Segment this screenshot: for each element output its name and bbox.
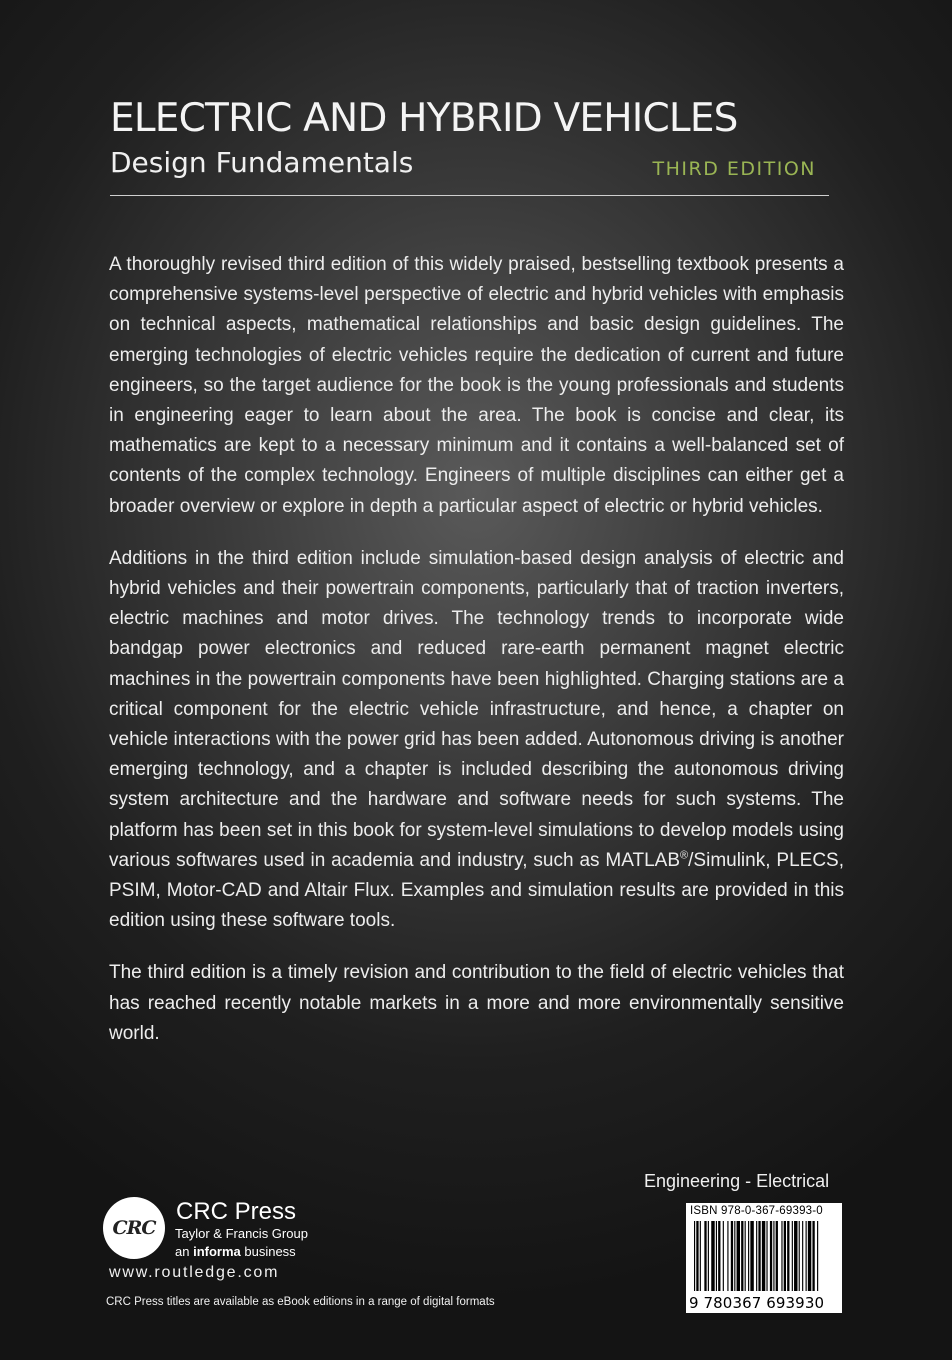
business-suffix: business bbox=[240, 1244, 296, 1259]
publisher-business bbox=[175, 1244, 296, 1259]
barcode-bar bbox=[781, 1221, 782, 1291]
barcode-bar bbox=[773, 1221, 774, 1291]
barcode-bar bbox=[708, 1221, 709, 1291]
edition-label: THIRD EDITION bbox=[652, 158, 816, 180]
description-paragraph-2 bbox=[109, 544, 844, 937]
informa-brand: informa bbox=[193, 1244, 241, 1259]
ebook-note: CRC Press titles are available as eBook editions in a range of digital formats bbox=[106, 1296, 495, 1308]
barcode-bar bbox=[808, 1221, 811, 1291]
barcode-bar bbox=[741, 1221, 743, 1291]
barcode-digits: 9 780367 693930 bbox=[689, 1294, 825, 1312]
registered-mark: ® bbox=[680, 849, 689, 862]
barcode-bar bbox=[794, 1221, 797, 1291]
barcode-bars bbox=[688, 1221, 840, 1295]
business-prefix: an bbox=[175, 1244, 194, 1259]
barcode-bar bbox=[716, 1221, 717, 1291]
barcode-bar bbox=[718, 1221, 720, 1291]
title-divider bbox=[110, 195, 829, 196]
paragraph-2-text-end: /Simulink, PLECS, PSIM, Motor-CAD and Altair Flux. Examples and simulation results are provided in this edition using these software tools. bbox=[109, 849, 844, 932]
barcode-bar bbox=[762, 1221, 765, 1291]
barcode-bar bbox=[731, 1221, 733, 1291]
subject-category: Engineering - Electrical bbox=[644, 1171, 830, 1191]
barcode-bar bbox=[711, 1221, 714, 1291]
book-title: ELECTRIC AND HYBRID VEHICLES bbox=[110, 96, 738, 141]
barcode-bar bbox=[704, 1221, 706, 1291]
crc-logo-icon: CRC bbox=[103, 1197, 165, 1259]
description-paragraph-3: The third edition is a timely revision and contribution to the field of electric vehicles that has reached recently notable markets in a more and more environmentally sensitive world. bbox=[109, 962, 844, 1044]
book-subtitle: Design Fundamentals bbox=[110, 146, 414, 179]
description-paragraph-1: A thoroughly revised third edition of this widely praised, bestselling textbook presents a comprehensive systems-level perspective of electric and hybrid vehicles with emphasis on technical aspects, mathematical relationships and basic design guidelines. The emerging technologies of electric vehicles require the dedication of current and future engineers, so the target audience for the book is the young professionals and students in engineering eager to learn about the area. The book is concise and clear, its mathematics are kept to a necessary minimum and it contains a well-balanced set of contents of the complex technology. Engineers of multiple disciplines can either get a broader overview or explore in depth a particular aspect of electric or hybrid vehicles. bbox=[109, 254, 844, 517]
barcode-bar bbox=[700, 1221, 701, 1291]
barcode-bar bbox=[750, 1221, 753, 1291]
barcode-bar bbox=[792, 1221, 793, 1291]
barcode-bar bbox=[812, 1221, 814, 1291]
barcode-bar bbox=[817, 1221, 818, 1291]
barcode-bar bbox=[734, 1221, 735, 1291]
barcode-bar bbox=[799, 1221, 800, 1291]
barcode-bar bbox=[756, 1221, 757, 1291]
paragraph-2-text-start: Additions in the third edition include simulation-based design analysis of electric and hybrid vehicles and their powertrain components, particularly that of traction inverters, electric machines and motor drives. The technology trends to incorporate wide bandgap power electronics and reduced rare-earth permanent magnet electric machines in the powertrain components have been highlighted. Charging stations are a critical component for the electric vehicle infrastructure, and hence, a chapter on vehicle interactions with the power grid has been added. Autonomous driving is another emerging technology, and a chapter is included describing the autonomous driving system architecture and the hardware and software needs for such systems. The platform has been set in this book for system-level simulations to develop models using various softwares used in academia and industry, such as MATLAB bbox=[109, 547, 844, 871]
barcode-bar bbox=[727, 1221, 728, 1291]
barcode-bar bbox=[770, 1221, 772, 1291]
barcode-bar bbox=[802, 1221, 803, 1291]
barcode-bar bbox=[787, 1221, 789, 1291]
barcode-bar bbox=[723, 1221, 724, 1291]
publisher-website: www.routledge.com bbox=[109, 1264, 280, 1281]
publisher-name: CRC Press bbox=[176, 1198, 297, 1225]
isbn-label: ISBN 978-0-367-69393-0 bbox=[690, 1205, 823, 1217]
barcode-bar bbox=[758, 1221, 760, 1291]
isbn-barcode bbox=[686, 1203, 842, 1313]
barcode-bar bbox=[696, 1221, 698, 1291]
barcode-bar bbox=[748, 1221, 749, 1291]
barcode-bar bbox=[737, 1221, 740, 1291]
barcode-bar bbox=[694, 1221, 695, 1291]
barcode-bar bbox=[766, 1221, 767, 1291]
barcode-bar bbox=[784, 1221, 786, 1291]
publisher-group: Taylor & Francis Group bbox=[175, 1226, 308, 1241]
description bbox=[109, 250, 844, 1071]
barcode-bar bbox=[745, 1221, 746, 1291]
barcode-bar bbox=[806, 1221, 807, 1291]
barcode-bar bbox=[776, 1221, 778, 1291]
